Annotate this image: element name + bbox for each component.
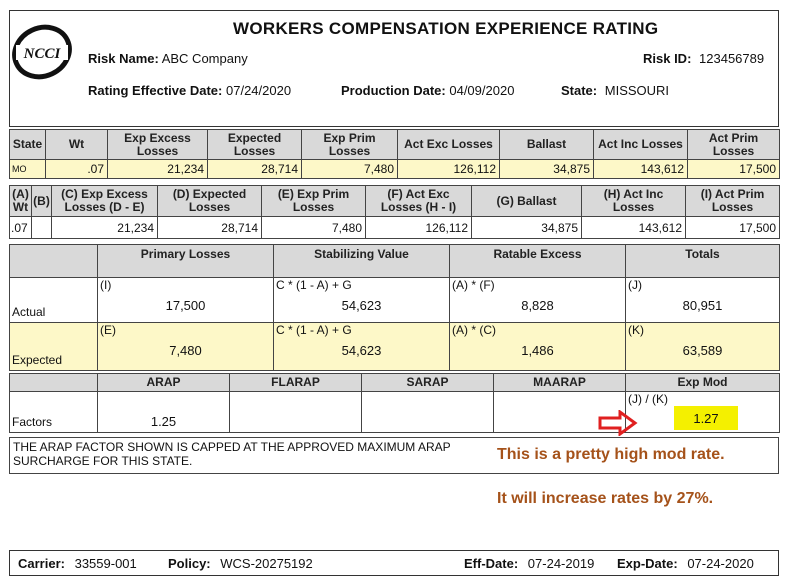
note-text: THE ARAP FACTOR SHOWN IS CAPPED AT THE APPROVED MAXIMUM ARAP SURCHARGE FOR THIS STATE. (13, 440, 451, 468)
exp-date-value: 07-24-2020 (687, 556, 754, 571)
formula-text: (K) (628, 323, 644, 337)
calculation-table (9, 244, 780, 371)
col-header-act-prim-losses: Act Prim Losses (688, 130, 780, 160)
cell-expected-ratable (450, 323, 626, 371)
col-header-blank (10, 374, 98, 392)
col-header-wt: Wt (46, 130, 108, 160)
cell-act-inc-losses: 143,612 (594, 160, 688, 179)
exp-mod-formula: (J) / (K) (628, 392, 668, 406)
state-losses-table (9, 129, 780, 179)
policy-footer (9, 550, 779, 576)
eff-date-value: 07-24-2019 (527, 556, 595, 571)
cell-actual-primary (98, 278, 274, 323)
arrow-right-icon (598, 410, 638, 436)
effective-date-line (88, 83, 291, 98)
value-text: 80,951 (682, 298, 723, 313)
cell-c: 21,234 (52, 217, 158, 239)
production-date-value: 04/09/2020 (449, 83, 515, 98)
col-header-blank (10, 245, 98, 278)
cell-exp-prim-losses: 7,480 (302, 160, 398, 179)
cell-act-prim-losses: 17,500 (688, 160, 780, 179)
state-value: MISSOURI (604, 83, 670, 98)
col-header-stabilizing-value: Stabilizing Value (274, 245, 450, 278)
cell-h: 143,612 (582, 217, 686, 239)
row-label-expected: Expected (10, 323, 98, 371)
col-header-expected-losses: Expected Losses (208, 130, 302, 160)
comment-high-mod: This is a pretty high mod rate. (497, 446, 725, 463)
eff-date-line (464, 556, 594, 571)
effective-date-value: 07/24/2020 (226, 83, 292, 98)
table-row-factors (10, 392, 780, 433)
value-text: 17,500 (165, 298, 206, 313)
table-row (10, 160, 780, 179)
col-header-ballast: Ballast (500, 130, 594, 160)
formula-text: C * (1 - A) + G (276, 323, 352, 337)
col-header-h: (H) Act Inc Losses (582, 186, 686, 217)
cell-arap: 1.25 (98, 392, 230, 433)
table-row (10, 217, 780, 239)
formula-text: (J) (628, 278, 642, 292)
cell-ballast: 34,875 (500, 160, 594, 179)
risk-id-value: 123456789 (699, 51, 765, 66)
carrier-value: 33559-001 (74, 556, 137, 571)
row-label-actual: Actual (10, 278, 98, 323)
cell-b (32, 217, 52, 239)
formula-text: (E) (100, 323, 116, 337)
col-header-d: (D) Expected Losses (158, 186, 262, 217)
cell-act-exc-losses: 126,112 (398, 160, 500, 179)
cell-wt: .07 (46, 160, 108, 179)
policy-value: WCS-20275192 (220, 556, 313, 571)
formula-text: C * (1 - A) + G (276, 278, 352, 292)
risk-name-line (88, 51, 248, 66)
rating-inputs-table (9, 185, 780, 239)
cell-exp-excess-losses: 21,234 (108, 160, 208, 179)
col-header-sarap: SARAP (362, 374, 494, 392)
cell-d: 28,714 (158, 217, 262, 239)
value-text: 54,623 (341, 343, 382, 358)
risk-id-line (643, 51, 764, 66)
cell-g: 34,875 (472, 217, 582, 239)
cell-expected-stabilizing (274, 323, 450, 371)
col-header-exp-mod: Exp Mod (626, 374, 780, 392)
value-text: 63,589 (682, 343, 723, 358)
col-header-maarap: MAARAP (494, 374, 626, 392)
table-row-actual (10, 278, 780, 323)
exp-date-line (617, 556, 754, 571)
col-header-act-exc-losses: Act Exc Losses (398, 130, 500, 160)
col-header-e: (E) Exp Prim Losses (262, 186, 366, 217)
formula-text: (A) * (C) (452, 323, 496, 337)
cell-sarap (362, 392, 494, 433)
col-header-state: State (10, 130, 46, 160)
value-text: 7,480 (169, 343, 202, 358)
cell-f: 126,112 (366, 217, 472, 239)
production-date-label: Production Date: (341, 83, 446, 98)
risk-id-label: Risk ID: (643, 51, 692, 66)
logo-text: NCCI (23, 46, 61, 62)
carrier-line (18, 556, 137, 571)
col-header-exp-excess-losses: Exp Excess Losses (108, 130, 208, 160)
cell-expected-losses: 28,714 (208, 160, 302, 179)
col-header-b: (B) (32, 186, 52, 217)
ncci-logo (10, 20, 74, 84)
col-header-act-inc-losses: Act Inc Losses (594, 130, 688, 160)
cell-actual-total (626, 278, 780, 323)
cell-actual-ratable (450, 278, 626, 323)
state-label: State: (561, 83, 598, 98)
col-header-arap: ARAP (98, 374, 230, 392)
production-date-line (341, 83, 514, 98)
cell-e: 7,480 (262, 217, 366, 239)
cell-state: MO (10, 160, 46, 179)
cell-expected-primary (98, 323, 274, 371)
cell-i: 17,500 (686, 217, 780, 239)
col-header-exp-prim-losses: Exp Prim Losses (302, 130, 398, 160)
page-title: WORKERS COMPENSATION EXPERIENCE RATING (233, 19, 659, 38)
cell-flarap (230, 392, 362, 433)
value-text: 8,828 (521, 298, 554, 313)
col-header-flarap: FLARAP (230, 374, 362, 392)
effective-date-label: Rating Effective Date: (88, 83, 223, 98)
policy-line (168, 556, 313, 571)
col-header-primary-losses: Primary Losses (98, 245, 274, 278)
exp-date-label: Exp-Date: (617, 556, 678, 571)
eff-date-label: Eff-Date: (464, 556, 519, 571)
risk-name-value: ABC Company (161, 51, 248, 66)
formula-text: (A) * (F) (452, 278, 495, 292)
table-row-expected (10, 323, 780, 371)
col-header-c: (C) Exp Excess Losses (D - E) (52, 186, 158, 217)
cell-expected-total (626, 323, 780, 371)
factors-table (9, 373, 780, 433)
col-header-ratable-excess: Ratable Excess (450, 245, 626, 278)
policy-label: Policy: (168, 556, 211, 571)
formula-text: (I) (100, 278, 112, 292)
col-header-g: (G) Ballast (472, 186, 582, 217)
col-header-totals: Totals (626, 245, 780, 278)
risk-name-label: Risk Name: (88, 51, 159, 66)
col-header-i: (I) Act Prim Losses (686, 186, 780, 217)
cell-actual-stabilizing (274, 278, 450, 323)
carrier-label: Carrier: (18, 556, 65, 571)
col-header-f: (F) Act Exc Losses (H - I) (366, 186, 472, 217)
value-text: 54,623 (341, 298, 382, 313)
comment-increase: It will increase rates by 27%. (497, 490, 714, 507)
row-label-factors: Factors (10, 392, 98, 433)
cell-a-wt: .07 (10, 217, 32, 239)
value-text: 1,486 (521, 343, 554, 358)
state-line (561, 83, 669, 98)
col-header-a-wt: (A) Wt (10, 186, 32, 217)
exp-mod-value: 1.27 (693, 411, 719, 426)
